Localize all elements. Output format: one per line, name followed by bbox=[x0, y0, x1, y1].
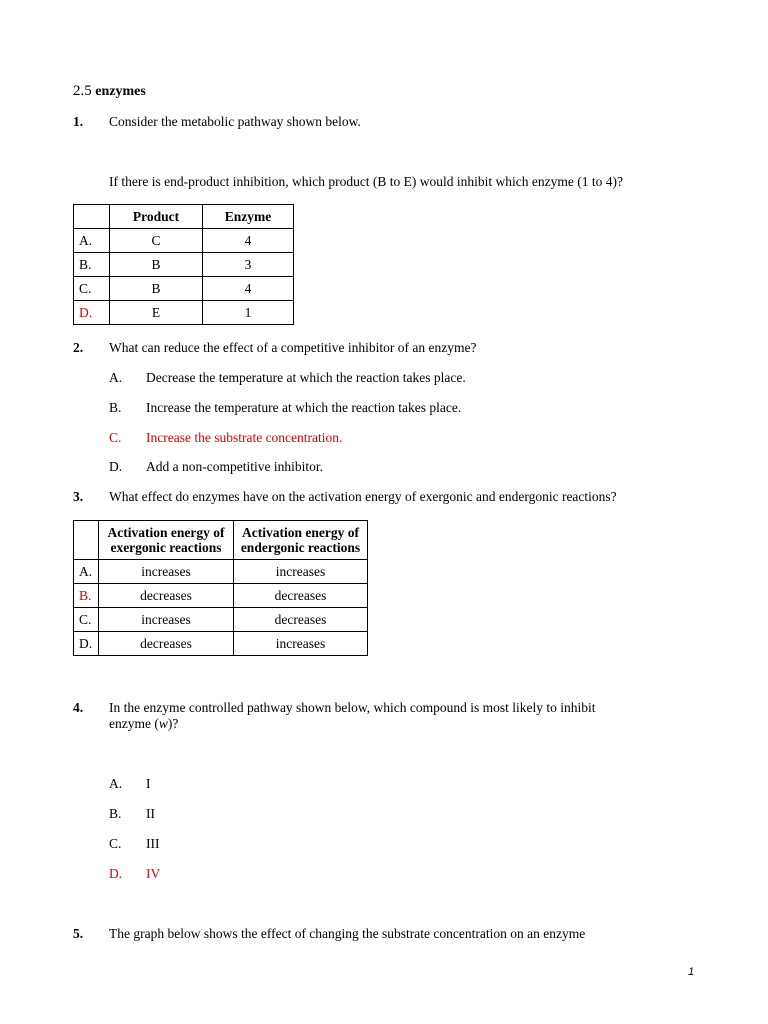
table-row bbox=[74, 632, 368, 656]
column-header-endergonic bbox=[234, 521, 368, 560]
row-label: A. bbox=[74, 229, 110, 253]
cell-enzyme: 1 bbox=[203, 301, 294, 325]
option-text: Decrease the temperature at which the reaction takes place. bbox=[146, 370, 466, 385]
table-header-row bbox=[74, 521, 368, 560]
enzyme-variable: w bbox=[158, 716, 168, 731]
option-text: II bbox=[146, 806, 155, 821]
question-3-table bbox=[73, 520, 368, 656]
option-label: B. bbox=[109, 806, 122, 821]
question-4-text-line1: In the enzyme controlled pathway shown below, which compound is most likely to inhibit bbox=[109, 700, 596, 715]
cell-enzyme: 4 bbox=[203, 277, 294, 301]
row-label-answer: D. bbox=[74, 301, 110, 325]
table-header-row bbox=[74, 205, 294, 229]
section-title bbox=[73, 83, 146, 100]
table-corner-cell bbox=[74, 521, 99, 560]
question-5-text: The graph below shows the effect of changing the substrate concentration on an enzyme bbox=[109, 926, 586, 941]
cell-product: B bbox=[110, 253, 203, 277]
text-fragment: )? bbox=[167, 716, 179, 731]
header-line: Activation energy of bbox=[242, 525, 359, 540]
cell-endergonic: increases bbox=[234, 632, 368, 656]
text-fragment: enzyme ( bbox=[109, 716, 159, 731]
question-3-text: What effect do enzymes have on the activation energy of exergonic and endergonic reactions? bbox=[109, 489, 617, 504]
table-corner-cell bbox=[74, 205, 110, 229]
question-1-subtext: If there is end-product inhibition, which product (B to E) would inhibit which enzyme (1 to 4)? bbox=[109, 174, 624, 189]
table-row bbox=[74, 560, 368, 584]
option-label: D. bbox=[109, 459, 123, 474]
question-4-text-line2 bbox=[109, 716, 178, 732]
row-label: C. bbox=[74, 277, 110, 301]
header-line: endergonic reactions bbox=[240, 540, 361, 555]
table-row bbox=[74, 301, 294, 325]
table-row bbox=[74, 229, 294, 253]
question-5-number: 5. bbox=[73, 926, 84, 941]
column-header-product: Product bbox=[110, 205, 203, 229]
cell-product: B bbox=[110, 277, 203, 301]
row-label: B. bbox=[74, 253, 110, 277]
cell-exergonic: decreases bbox=[99, 632, 234, 656]
cell-endergonic: increases bbox=[234, 560, 368, 584]
question-1-table bbox=[73, 204, 294, 325]
option-text-answer: Increase the substrate concentration. bbox=[146, 430, 343, 445]
cell-product: C bbox=[110, 229, 203, 253]
option-label: A. bbox=[109, 370, 123, 385]
option-text: Increase the temperature at which the reaction takes place. bbox=[146, 400, 462, 415]
option-label-answer: C. bbox=[109, 430, 122, 445]
table-row bbox=[74, 608, 368, 632]
option-text: Add a non-competitive inhibitor. bbox=[146, 459, 323, 474]
question-3-number: 3. bbox=[73, 489, 84, 504]
cell-exergonic: decreases bbox=[99, 584, 234, 608]
question-1-text: Consider the metabolic pathway shown below. bbox=[109, 114, 361, 129]
question-2-number: 2. bbox=[73, 340, 84, 355]
section-name: enzymes bbox=[95, 84, 146, 99]
option-label: A. bbox=[109, 776, 123, 791]
row-label: C. bbox=[74, 608, 99, 632]
cell-endergonic: decreases bbox=[234, 584, 368, 608]
section-number: 2.5 bbox=[73, 83, 92, 99]
cell-endergonic: decreases bbox=[234, 608, 368, 632]
column-header-exergonic bbox=[99, 521, 234, 560]
table-row bbox=[74, 584, 368, 608]
row-label: A. bbox=[74, 560, 99, 584]
page-number: 1 bbox=[688, 966, 695, 978]
question-1-number: 1. bbox=[73, 114, 84, 129]
cell-exergonic: increases bbox=[99, 560, 234, 584]
option-text-answer: IV bbox=[146, 866, 161, 881]
row-label: D. bbox=[74, 632, 99, 656]
option-label: B. bbox=[109, 400, 122, 415]
header-line: exergonic reactions bbox=[110, 540, 222, 555]
cell-enzyme: 3 bbox=[203, 253, 294, 277]
cell-product: E bbox=[110, 301, 203, 325]
table-row bbox=[74, 253, 294, 277]
row-label-answer: B. bbox=[74, 584, 99, 608]
option-label: C. bbox=[109, 836, 122, 851]
header-line: Activation energy of bbox=[107, 525, 225, 540]
option-label-answer: D. bbox=[109, 866, 123, 881]
option-text: III bbox=[146, 836, 160, 851]
column-header-enzyme: Enzyme bbox=[203, 205, 294, 229]
question-2-text: What can reduce the effect of a competitive inhibitor of an enzyme? bbox=[109, 340, 477, 355]
question-4-number: 4. bbox=[73, 700, 84, 715]
cell-exergonic: increases bbox=[99, 608, 234, 632]
cell-enzyme: 4 bbox=[203, 229, 294, 253]
option-text: I bbox=[146, 776, 151, 791]
table-row bbox=[74, 277, 294, 301]
